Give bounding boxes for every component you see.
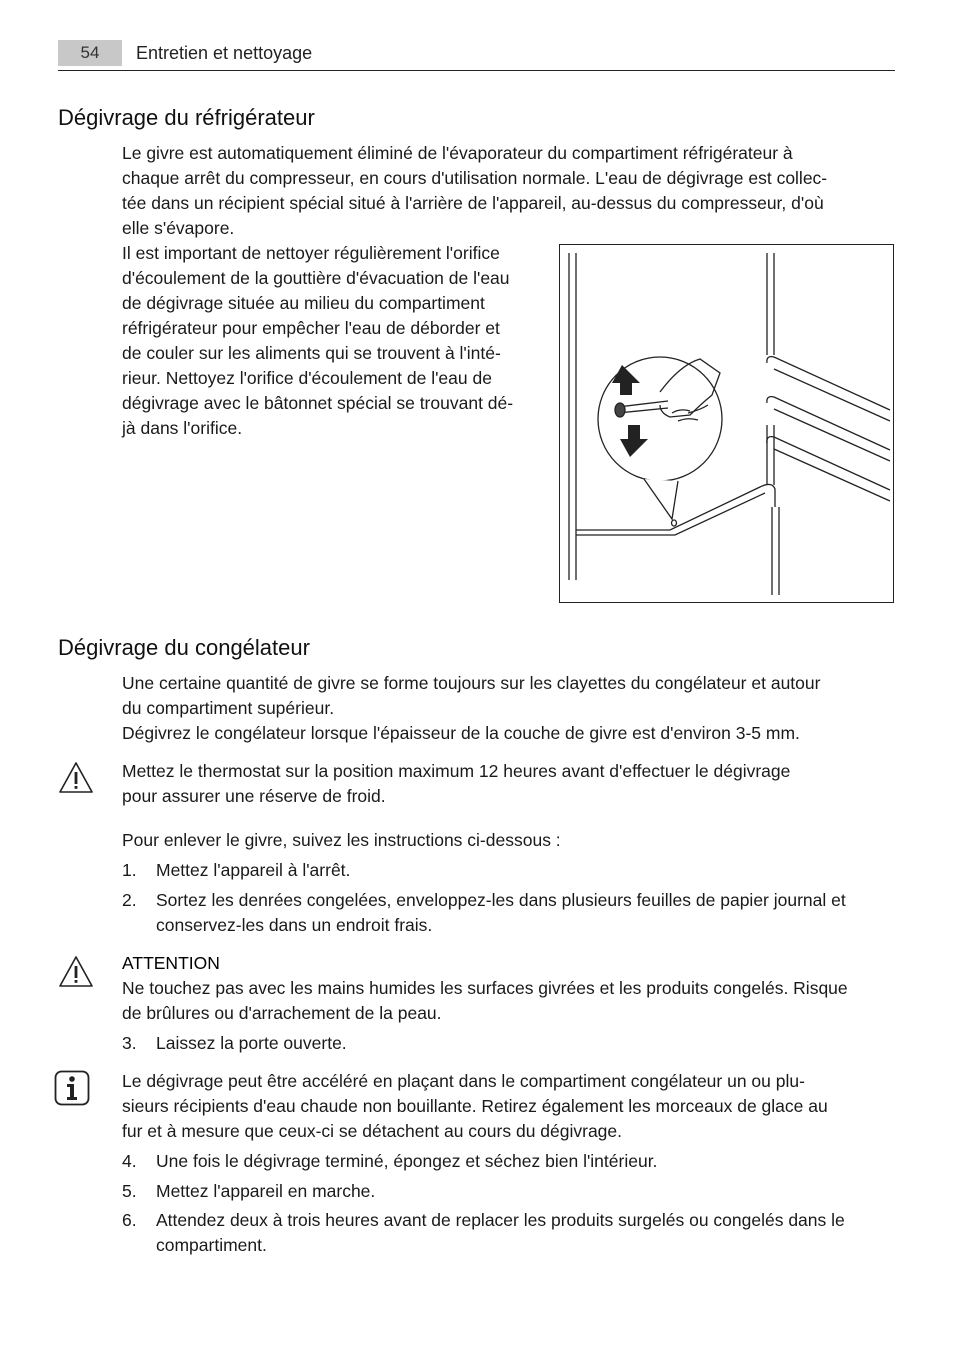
text-line: Attendez deux à trois heures avant de replacer les produits surgelés ou congelés dans le <box>156 1210 845 1230</box>
header-divider <box>58 70 895 71</box>
text-line: Dégivrez le congélateur lorsque l'épaisseur de la couche de givre est d'environ 3-5 mm. <box>122 723 800 743</box>
text-line: jà dans l'orifice. <box>122 418 243 438</box>
text-line: d'écoulement de la gouttière d'évacuation de l'eau <box>122 268 510 288</box>
drain-cleaning-illustration <box>559 244 894 603</box>
text-line: Le dégivrage peut être accéléré en plaçant dans le compartiment congélateur un ou plu- <box>122 1071 805 1091</box>
step-number: 1. <box>122 860 137 880</box>
step-number: 6. <box>122 1210 137 1230</box>
text-line: Ne touchez pas avec les mains humides les surfaces givrées et les produits congelés. Risque <box>122 978 848 998</box>
step-text: Laissez la porte ouverte. <box>156 1033 347 1053</box>
text-line: compartiment. <box>156 1235 267 1255</box>
step-text: Mettez l'appareil à l'arrêt. <box>156 860 351 880</box>
instructions-intro: Pour enlever le givre, suivez les instructions ci-dessous : <box>122 830 561 850</box>
fridge-intro-paragraph <box>122 141 892 241</box>
warning-triangle-icon <box>58 760 94 796</box>
fridge-defrost-heading: Dégivrage du réfrigérateur <box>58 105 315 130</box>
text-line: Une certaine quantité de givre se forme toujours sur les clayettes du congélateur et autour <box>122 673 821 693</box>
text-line: du compartiment supérieur. <box>122 698 335 718</box>
freezer-defrost-heading: Dégivrage du congélateur <box>58 635 310 660</box>
text-line: pour assurer une réserve de froid. <box>122 786 386 806</box>
step-text: Une fois le dégivrage terminé, épongez et séchez bien l'intérieur. <box>156 1151 658 1171</box>
text-line: Le givre est automatiquement éliminé de l'évaporateur du compartiment réfrigérateur à <box>122 143 793 163</box>
section-header: Entretien et nettoyage <box>136 43 313 63</box>
page-number: 54 <box>58 40 122 66</box>
step-number: 2. <box>122 890 137 910</box>
text-line: tée dans un récipient spécial situé à l'arrière de l'appareil, au-dessus du compresseur, d'où <box>122 193 824 213</box>
step-text <box>156 1208 896 1258</box>
attention-block <box>122 951 902 1026</box>
text-line: chaque arrêt du compresseur, en cours d'utilisation normale. L'eau de dégivrage est collec- <box>122 168 828 188</box>
text-line: rieur. Nettoyez l'orifice d'écoulement de l'eau de <box>122 368 492 388</box>
text-line: dégivrage avec le bâtonnet spécial se trouvant dé- <box>122 393 514 413</box>
text-line: de couler sur les aliments qui se trouvent à l'inté- <box>122 343 501 363</box>
warning-triangle-icon <box>58 954 94 990</box>
text-line: Il est important de nettoyer régulièrement l'orifice <box>122 243 500 263</box>
text-line: réfrigérateur pour empêcher l'eau de déborder et <box>122 318 500 338</box>
step-number: 3. <box>122 1033 137 1053</box>
info-icon <box>54 1070 90 1106</box>
text-line: de dégivrage située au milieu du compartiment <box>122 293 485 313</box>
text-line: elle s'évapore. <box>122 218 235 238</box>
fridge-drain-paragraph <box>122 241 552 441</box>
text-line: sieurs récipients d'eau chaude non bouillante. Retirez également les morceaux de glace au <box>122 1096 828 1116</box>
step-text <box>156 888 896 938</box>
text-line: Sortez les denrées congelées, enveloppez-les dans plusieurs feuilles de papier journal et <box>156 890 846 910</box>
step-number: 5. <box>122 1181 137 1201</box>
step-number: 4. <box>122 1151 137 1171</box>
freezer-intro-paragraph <box>122 671 902 746</box>
attention-title: ATTENTION <box>122 953 220 973</box>
text-line: Mettez le thermostat sur la position maximum 12 heures avant d'effectuer le dégivrage <box>122 761 791 781</box>
info-note <box>122 1069 902 1144</box>
text-line: fur et à mesure que ceux-ci se détachent au cours du dégivrage. <box>122 1121 623 1141</box>
step-text: Mettez l'appareil en marche. <box>156 1181 376 1201</box>
text-line: de brûlures ou d'arrachement de la peau. <box>122 1003 442 1023</box>
text-line: conservez-les dans un endroit frais. <box>156 915 433 935</box>
thermostat-warning <box>122 759 902 809</box>
fridge-interior-drawing <box>560 245 893 602</box>
